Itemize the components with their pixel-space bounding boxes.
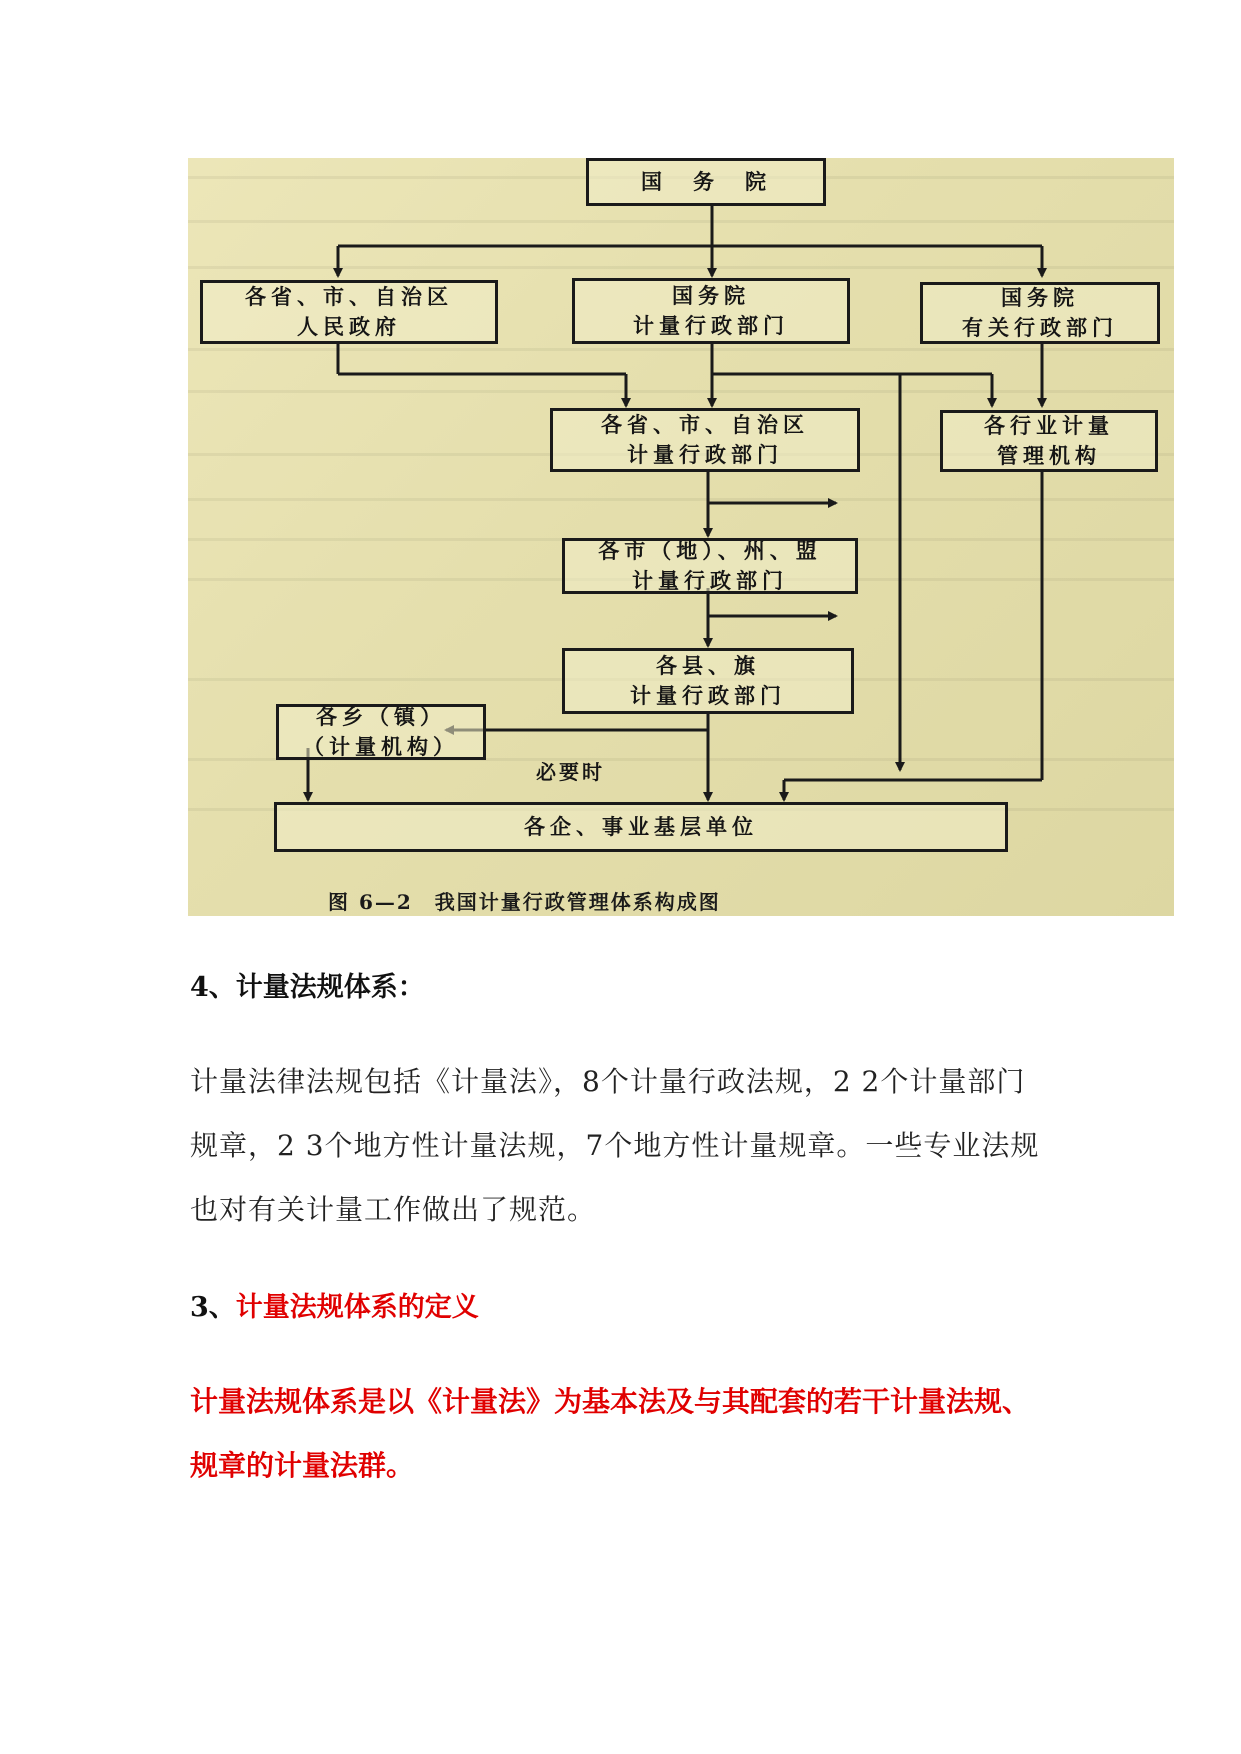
box-state-council-related-line2: 有关行政部门 (962, 315, 1118, 340)
box-provincial-metrology-line1: 各省、市、自治区 (601, 412, 809, 437)
box-city-metrology-line2: 计量行政部门 (632, 568, 788, 593)
box-provincial-government (200, 280, 498, 344)
box-enterprises-label: 各企、事业基层单位 (524, 814, 758, 839)
section4-heading: 4、计量法规体系： (190, 972, 425, 1003)
box-industry-metrology-line1: 各行业计量 (984, 413, 1114, 438)
box-city-metrology-line1: 各市（地）、州、盟 (598, 538, 822, 563)
box-county-metrology (562, 648, 854, 714)
box-enterprises (274, 802, 1008, 852)
box-county-metrology-line2: 计量行政部门 (630, 683, 786, 708)
box-provincial-metrology (550, 408, 860, 472)
box-county-metrology-line1: 各县、旗 (656, 653, 760, 678)
box-provincial-metrology-line2: 计量行政部门 (627, 442, 783, 467)
box-industry-metrology-line2: 管理机构 (997, 443, 1101, 468)
box-state-council-related (920, 282, 1160, 344)
box-industry-metrology (940, 410, 1158, 472)
section3-heading (190, 1285, 479, 1324)
box-provincial-government-line1: 各省、市、自治区 (245, 284, 453, 309)
when-necessary-label: 必要时 (536, 760, 605, 784)
box-state-council-label: 国 务 院 (641, 169, 771, 194)
box-township-line2: （计量机构） (303, 734, 459, 759)
box-state-council (586, 158, 826, 206)
box-state-council-metrology-line1: 国务院 (672, 283, 750, 308)
box-state-council-related-line1: 国务院 (1001, 285, 1079, 310)
section4-body: 计量法律法规包括《计量法》，8个计量行政法规，2 2个计量部门规章，2 3个地方性计量法规，7个地方性计量规章。一些专业法规也对有关计量工作做出了规范。 (190, 1065, 1040, 1226)
section3-heading-text: 计量法规体系的定义 (235, 1292, 479, 1323)
section3-body: 计量法规体系是以《计量法》为基本法及与其配套的若干计量法规、规章的计量法群。 (190, 1385, 1031, 1482)
box-provincial-government-line2: 人民政府 (297, 314, 401, 339)
figure-caption: 图 6—2 我国计量行政管理体系构成图 (328, 890, 721, 914)
section3-heading-number: 3、 (190, 1292, 236, 1323)
org-chart-photo (188, 158, 1174, 916)
box-township-line1: 各乡（镇） (316, 704, 446, 729)
box-township (276, 704, 486, 760)
box-state-council-metrology (572, 278, 850, 344)
box-city-metrology (562, 538, 858, 594)
box-state-council-metrology-line2: 计量行政部门 (633, 313, 789, 338)
